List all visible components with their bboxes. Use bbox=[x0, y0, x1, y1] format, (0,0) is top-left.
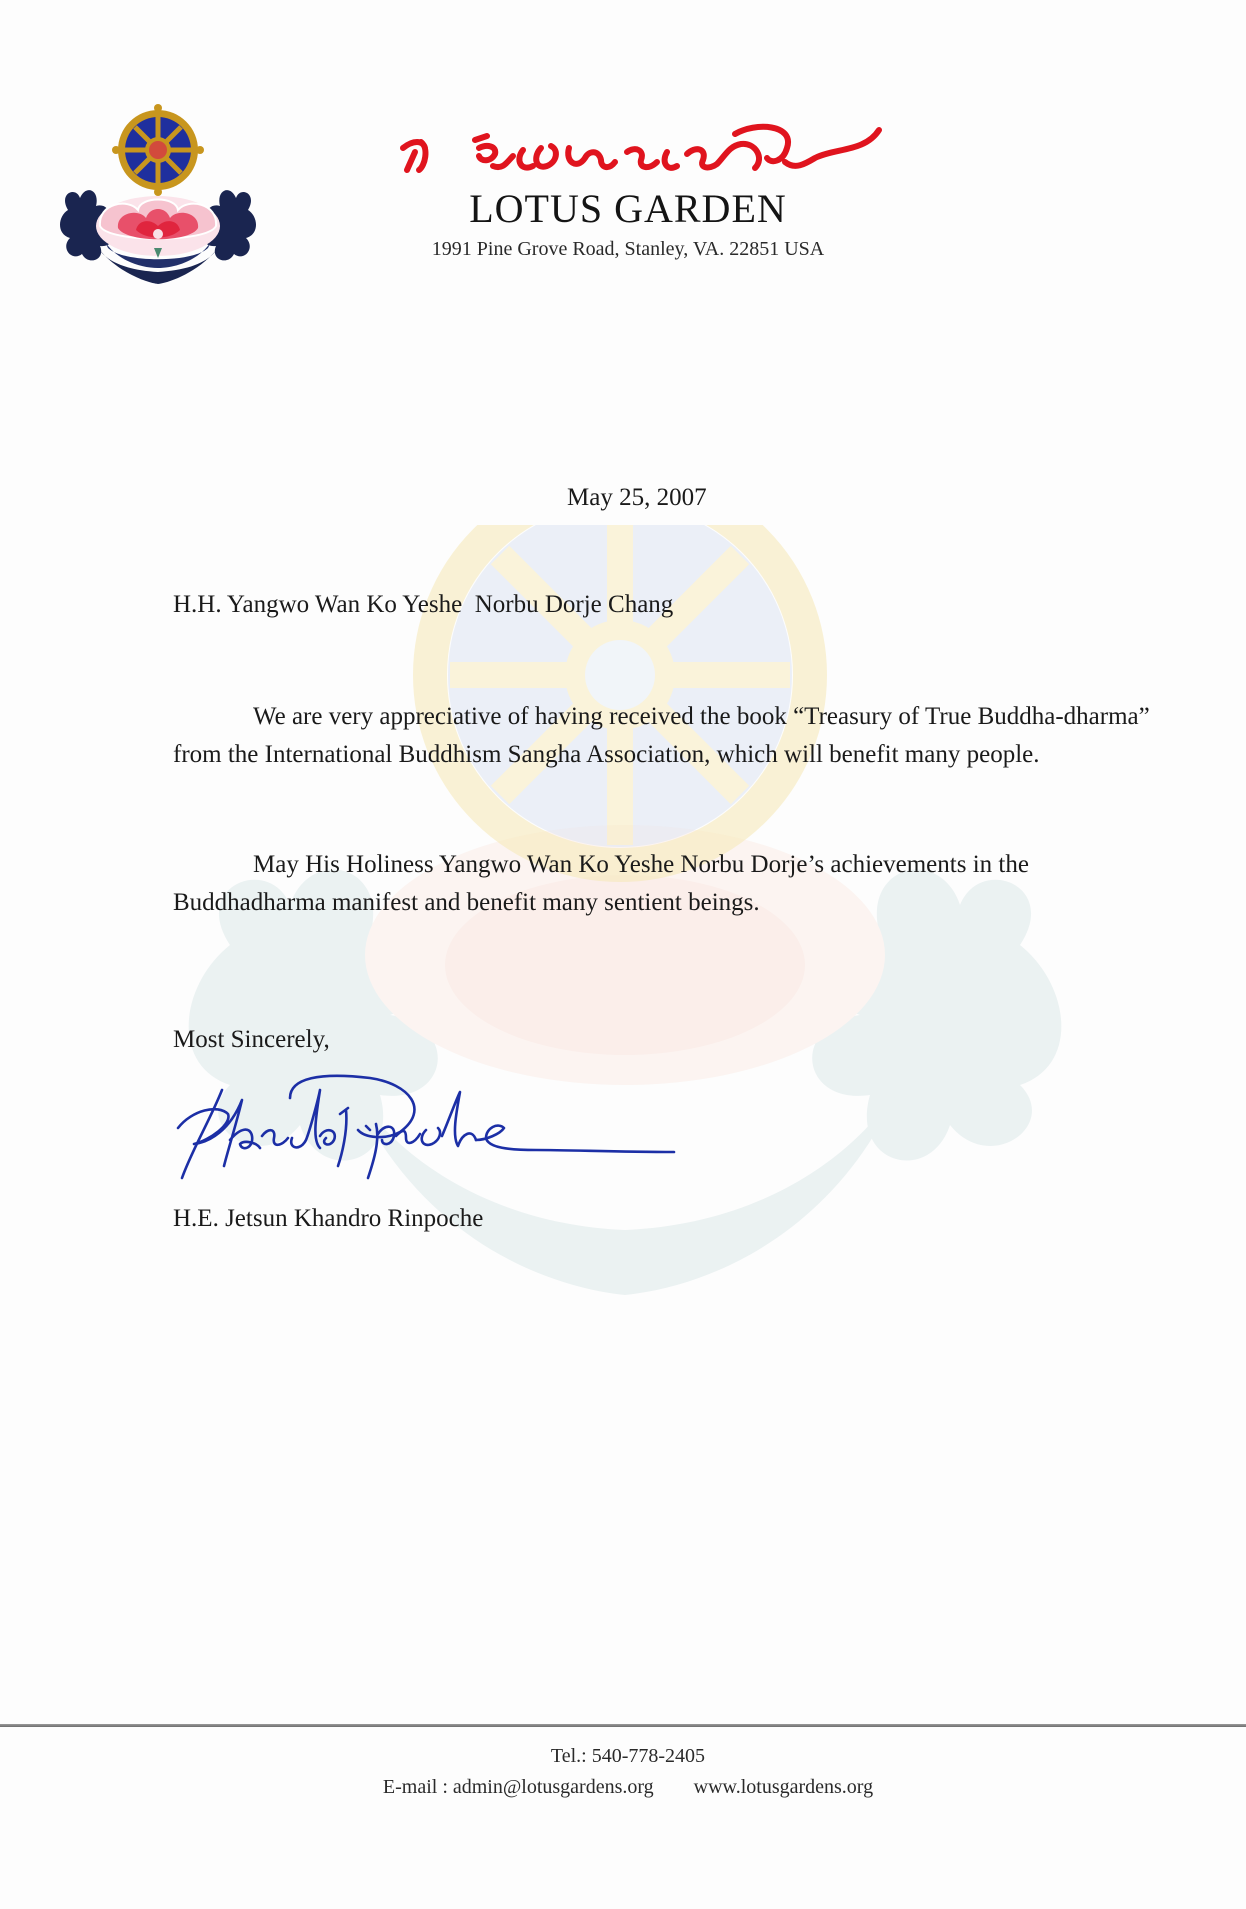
paragraph-text: We are very appreciative of having received the book “Treasury of True Buddha-dharma” from the International Buddhism Sangha Association, which will benefit many people. bbox=[173, 703, 1150, 768]
watermark-dharma-wheel-icon bbox=[150, 525, 1100, 1385]
organization-address: 1991 Pine Grove Road, Stanley, VA. 22851 USA bbox=[431, 238, 825, 260]
footer-email[interactable]: E-mail : admin@lotusgardens.org bbox=[382, 1776, 654, 1798]
organization-name: LOTUS GARDEN bbox=[469, 186, 787, 231]
footer-telephone: Tel.: 540-778-2405 bbox=[550, 1745, 706, 1767]
letter-paragraph bbox=[173, 698, 1153, 774]
letter-date: May 25, 2007 bbox=[567, 484, 707, 511]
footer-website[interactable]: www.lotusgardens.org bbox=[693, 1776, 874, 1798]
dharma-wheel-icon bbox=[112, 104, 204, 196]
paragraph-text: May His Holiness Yangwo Wan Ko Yeshe Norbu Dorje’s achievements in the Buddhadharma manifest and benefit many sentient beings. bbox=[173, 851, 1029, 916]
letter-paragraph bbox=[173, 846, 1093, 922]
tibetan-calligraphy bbox=[395, 118, 885, 188]
letter-recipient: H.H. Yangwo Wan Ko Yeshe Norbu Dorje Chang bbox=[173, 591, 674, 618]
handwritten-signature bbox=[170, 1070, 680, 1190]
footer-contact bbox=[0, 1776, 1246, 1799]
signer-name: H.E. Jetsun Khandro Rinpoche bbox=[173, 1205, 484, 1232]
footer-divider bbox=[0, 1724, 1246, 1727]
letter-closing: Most Sincerely, bbox=[173, 1026, 330, 1053]
